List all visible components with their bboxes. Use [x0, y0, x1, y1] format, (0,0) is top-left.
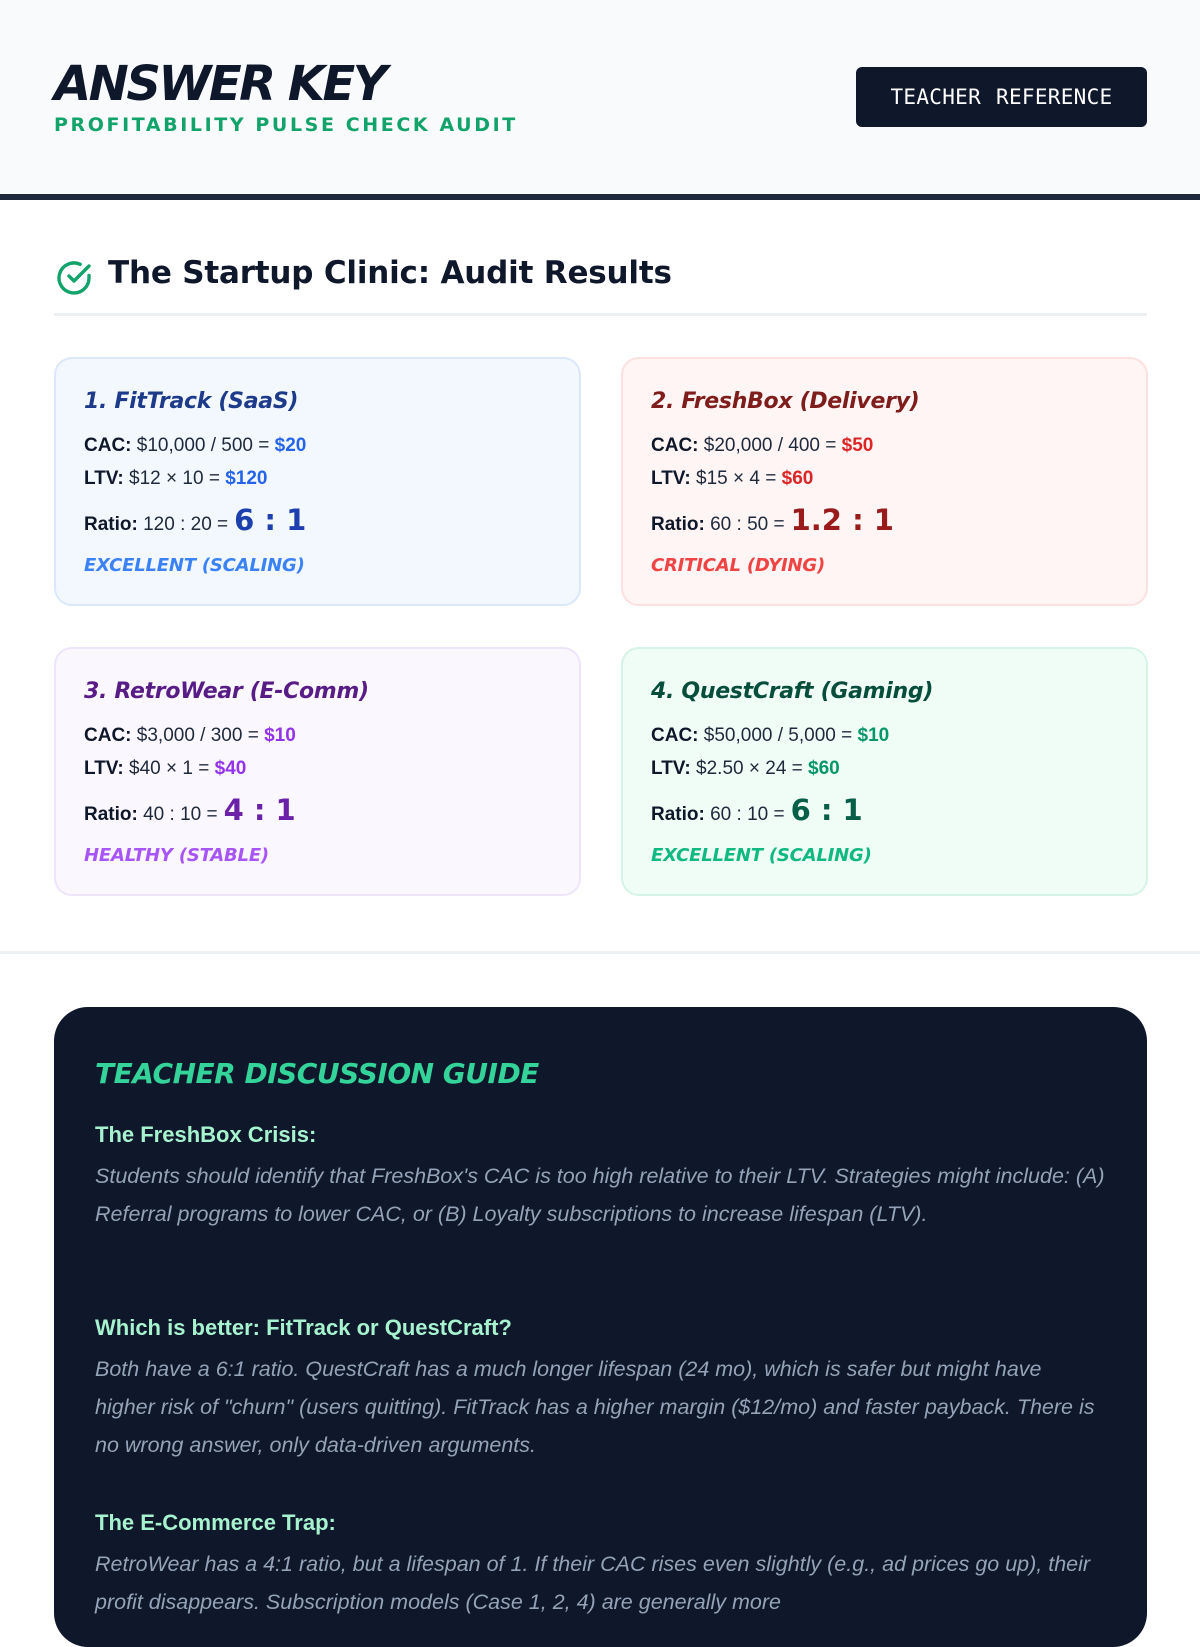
ltv-row: [651, 468, 813, 490]
discussion-guide: [54, 1007, 1147, 1647]
ltv-label: LTV:: [651, 758, 691, 779]
audit-card-questcraft: [621, 647, 1148, 896]
guide-heading-comparison: Which is better: FitTrack or QuestCraft?: [95, 1315, 512, 1340]
verdict-label: HEALTHY (STABLE): [84, 845, 269, 866]
verdict-label: EXCELLENT (SCALING): [651, 845, 872, 866]
ltv-row: [84, 758, 246, 780]
cac-calc: $3,000 / 300 =: [136, 725, 259, 746]
guide-text-freshbox: Students should identify that FreshBox's CAC is too high relative to their LTV. Strategies might include: (A) Referral programs to lower CAC, or (B) Loyalty subscriptions to increase lifespan (LTV).: [95, 1164, 1105, 1226]
cac-label: CAC:: [84, 435, 132, 456]
audit-card-freshbox: [621, 357, 1148, 606]
card-title: 3. RetroWear (E-Comm): [84, 679, 369, 704]
ltv-calc: $12 × 10 =: [129, 468, 220, 489]
guide-text-comparison: Both have a 6:1 ratio. QuestCraft has a much longer lifespan (24 mo), which is safer but might have higher risk of "churn" (users quitting). FitTrack has a higher margin ($12/mo) and faster payback. There is no wrong answer, only data-driven arguments.: [95, 1357, 1095, 1457]
ltv-calc: $40 × 1 =: [129, 758, 210, 779]
ratio-calc: 60 : 10 =: [710, 804, 785, 825]
cac-label: CAC:: [84, 725, 132, 746]
cac-row: [651, 435, 873, 457]
ltv-label: LTV:: [84, 468, 124, 489]
ratio-value: 4 : 1: [223, 793, 296, 827]
ratio-calc: 60 : 50 =: [710, 514, 785, 535]
ratio-row: [84, 793, 296, 827]
cac-value: $10: [857, 725, 890, 746]
section-divider: [0, 951, 1200, 954]
ltv-value: $60: [808, 758, 840, 779]
verdict-label: EXCELLENT (SCALING): [84, 555, 305, 576]
guide-heading-ecommerce: The E-Commerce Trap:: [95, 1510, 336, 1535]
ltv-row: [84, 468, 267, 490]
guide-title: TEACHER DISCUSSION GUIDE: [95, 1057, 539, 1090]
ltv-value: $60: [781, 468, 814, 489]
section-title: The Startup Clinic: Audit Results: [108, 255, 672, 291]
cac-label: CAC:: [651, 725, 699, 746]
ltv-label: LTV:: [651, 468, 691, 489]
ratio-label: Ratio:: [651, 514, 705, 535]
ratio-label: Ratio:: [84, 514, 138, 535]
ratio-row: [651, 793, 863, 827]
ratio-calc: 120 : 20 =: [143, 514, 229, 535]
ltv-row: [651, 758, 840, 780]
audit-card-fittrack: [54, 357, 581, 606]
ratio-value: 6 : 1: [234, 503, 307, 537]
ratio-label: Ratio:: [651, 804, 705, 825]
guide-heading-freshbox: The FreshBox Crisis:: [95, 1122, 317, 1147]
guide-text-ecommerce: RetroWear has a 4:1 ratio, but a lifespan of 1. If their CAC rises even slightly (e.g., ad prices go up), their profit disappears. Subscription models (Case 1, 2, 4) are generally more: [95, 1552, 1091, 1614]
page-header: [0, 0, 1200, 200]
card-title: 4. QuestCraft (Gaming): [651, 679, 934, 704]
ratio-row: [84, 503, 306, 537]
section-header: [54, 253, 1147, 316]
ltv-value: $120: [225, 468, 268, 489]
card-title: 2. FreshBox (Delivery): [651, 389, 920, 414]
cac-row: [84, 435, 306, 457]
check-circle-icon: [54, 258, 94, 298]
ltv-label: LTV:: [84, 758, 124, 779]
page-title: ANSWER KEY: [54, 56, 386, 112]
teacher-reference-button[interactable]: TEACHER REFERENCE: [856, 67, 1147, 127]
cac-row: [651, 725, 889, 747]
cac-calc: $20,000 / 400 =: [703, 435, 837, 456]
ratio-calc: 40 : 10 =: [143, 804, 218, 825]
cac-value: $20: [274, 435, 307, 456]
cac-value: $10: [264, 725, 296, 746]
ratio-label: Ratio:: [84, 804, 138, 825]
audit-card-retrowear: [54, 647, 581, 896]
ratio-row: [651, 503, 894, 537]
page-subtitle: PROFITABILITY PULSE CHECK AUDIT: [54, 114, 518, 136]
card-title: 1. FitTrack (SaaS): [84, 389, 299, 414]
cac-row: [84, 725, 296, 747]
ltv-calc: $15 × 4 =: [696, 468, 777, 489]
verdict-label: CRITICAL (DYING): [651, 555, 825, 576]
ratio-value: 6 : 1: [790, 793, 863, 827]
ltv-calc: $2.50 × 24 =: [696, 758, 803, 779]
cac-value: $50: [841, 435, 874, 456]
ltv-value: $40: [214, 758, 247, 779]
cac-calc: $50,000 / 5,000 =: [703, 725, 853, 746]
cac-calc: $10,000 / 500 =: [136, 435, 270, 456]
cac-label: CAC:: [651, 435, 699, 456]
ratio-value: 1.2 : 1: [790, 503, 894, 537]
